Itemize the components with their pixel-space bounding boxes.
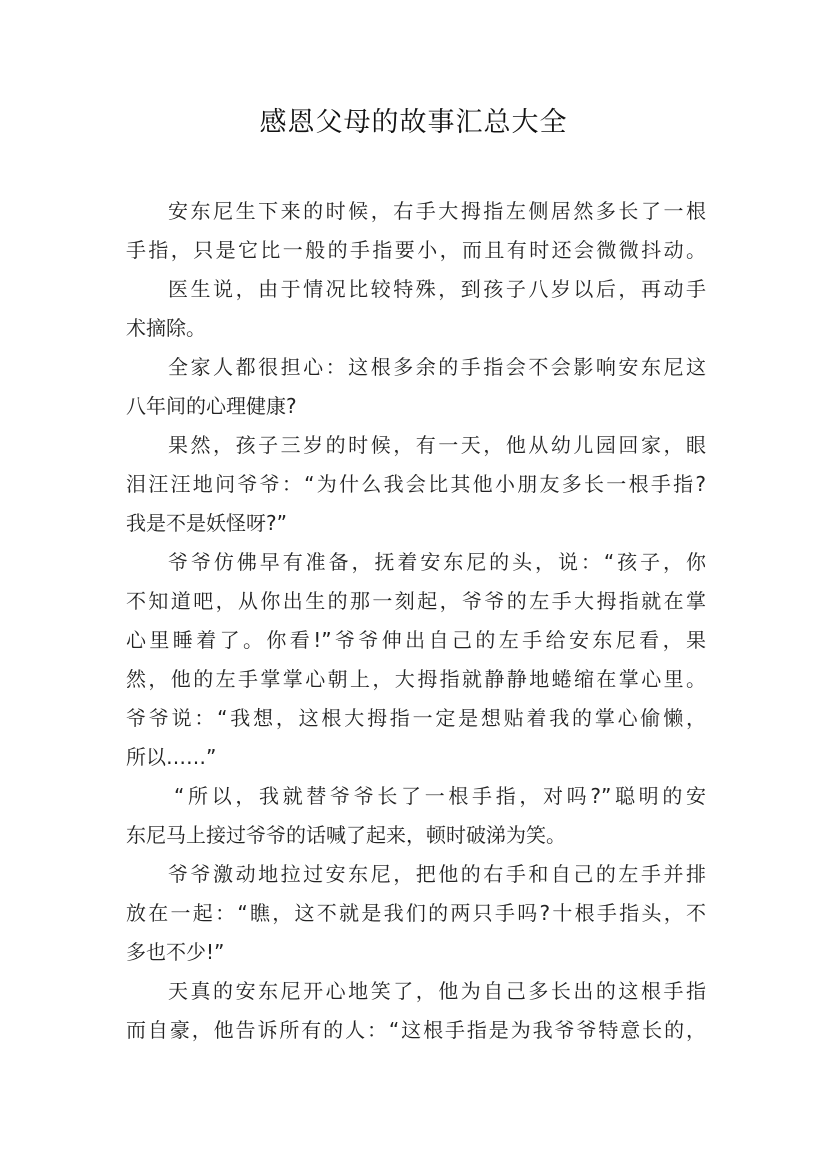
paragraph-line: 术摘除。 (126, 316, 206, 340)
paragraph-line: 心里睡着了。你看!”爷爷伸出自己的左手给安东尼看，果 (126, 628, 706, 652)
paragraph-line: “所以，我就替爷爷长了一根手指，对吗?”聪明的安 (174, 784, 706, 808)
paragraph-line: 泪汪汪地问爷爷：“为什么我会比其他小朋友多长一根手指? (126, 472, 706, 496)
paragraph-line: 爷爷激动地拉过安东尼，把他的右手和自己的左手并排 (168, 862, 706, 886)
paragraph-line: 全家人都很担心：这根多余的手指会不会影响安东尼这 (168, 355, 706, 379)
paragraph-line: 天真的安东尼开心地笑了，他为自己多长出的这根手指 (168, 979, 706, 1003)
paragraph-line: 所以……” (126, 745, 217, 769)
paragraph-line: 多也不少!” (126, 940, 225, 964)
paragraph-line: 我是不是妖怪呀?” (126, 511, 287, 535)
paragraph-line: 安东尼生下来的时候，右手大拇指左侧居然多长了一根 (168, 199, 706, 223)
paragraph-line: 放在一起：“瞧，这不就是我们的两只手吗?十根手指头，不 (126, 901, 706, 925)
paragraph-line: 不知道吧，从你出生的那一刻起，爷爷的左手大拇指就在掌 (126, 589, 706, 613)
paragraph-line: 八年间的心理健康? (126, 394, 297, 418)
document-title: 感恩父母的故事汇总大全 (259, 107, 568, 138)
paragraph-line: 东尼马上接过爷爷的话喊了起来，顿时破涕为笑。 (126, 823, 566, 847)
paragraph-line: 而自豪，他告诉所有的人：“这根手指是为我爷爷特意长的， (126, 1018, 706, 1042)
paragraph-line: 医生说，由于情况比较特殊，到孩子八岁以后，再动手 (168, 277, 706, 301)
paragraph-line: 然，他的左手掌掌心朝上，大拇指就静静地蜷缩在掌心里。 (126, 667, 706, 691)
paragraph-line: 爷爷说：“我想，这根大拇指一定是想贴着我的掌心偷懒， (126, 706, 706, 730)
paragraph-line: 爷爷仿佛早有准备，抚着安东尼的头，说：“孩子，你 (168, 550, 706, 574)
paragraph-line: 果然，孩子三岁的时候，有一天，他从幼儿园回家，眼 (168, 433, 706, 457)
paragraph-line: 手指，只是它比一般的手指要小，而且有时还会微微抖动。 (126, 238, 706, 262)
